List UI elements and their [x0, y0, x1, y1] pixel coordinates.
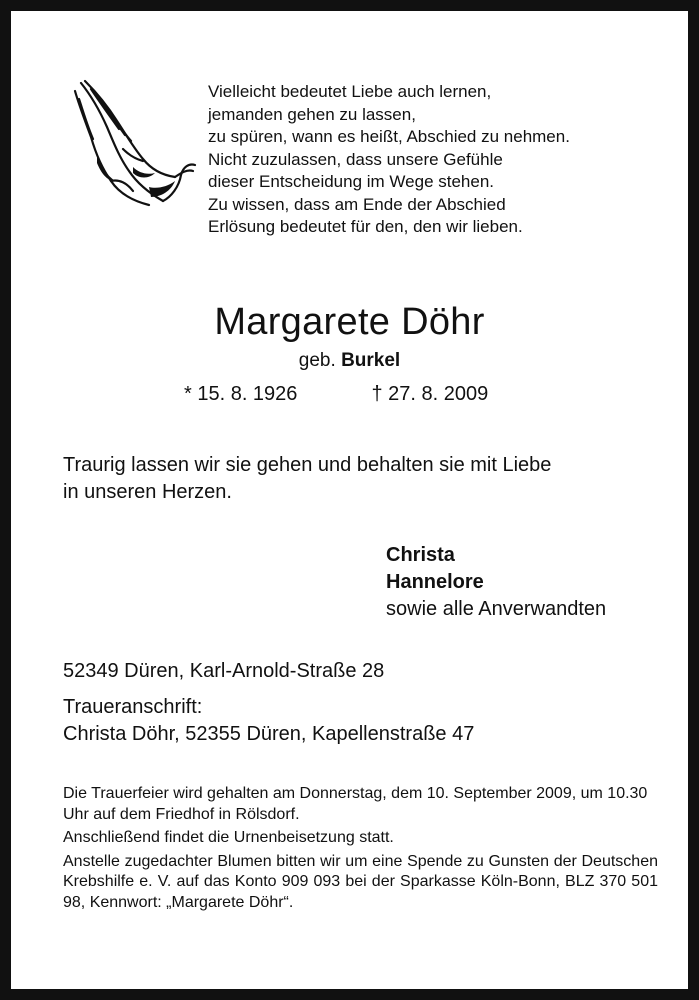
mourners — [386, 542, 606, 623]
poem-line: zu spüren, wann es heißt, Abschied zu nehmen. — [208, 127, 570, 146]
message-line: Traurig lassen wir sie gehen und behalten sie mit Liebe — [63, 454, 552, 476]
funeral-notes — [63, 784, 658, 916]
maiden-name — [11, 350, 688, 372]
praying-hands-icon — [63, 75, 198, 210]
birth-date: * 15. 8. 1926 — [184, 383, 298, 405]
donation-note: Anstelle zugedachter Blumen bitten wir um eine Spende zu Gunsten der Deutschen Krebshilfe e. V. auf das Konto 909 093 bei der Sparkasse Köln-Bonn, BLZ 370 501 98, Kennwort: „Margarete Döhr“. — [63, 852, 658, 911]
maiden-prefix: geb. — [298, 350, 336, 371]
mourning-address — [63, 694, 474, 748]
poem-line: Nicht zuzulassen, dass unsere Gefühle — [208, 149, 503, 169]
life-dates — [184, 383, 488, 406]
poem-line: Zu wissen, dass am Ende der Abschied — [208, 194, 506, 214]
poem-line: dieser Entscheidung im Wege stehen. — [208, 172, 495, 191]
maiden-surname: Burkel — [341, 350, 401, 371]
poem-line: Vielleicht bedeutet Liebe auch lernen, — [208, 82, 492, 101]
ceremony-note: Die Trauerfeier wird gehalten am Donnerstag, dem 10. September 2009, um 10.30 Uhr auf dem Friedhof in Rölsdorf. — [63, 785, 648, 823]
mourner-name: Hannelore — [386, 571, 484, 593]
mourning-address-value: Christa Döhr, 52355 Düren, Kapellenstraße 47 — [63, 723, 475, 745]
mourning-address-label: Traueranschrift: — [63, 696, 203, 718]
mourners-others: sowie alle Anverwandten — [386, 598, 607, 620]
poem — [208, 81, 688, 239]
mourning-message — [63, 452, 663, 506]
family-address: 52349 Düren, Karl-Arnold-Straße 28 — [63, 660, 385, 682]
deceased-name: Margarete Döhr — [214, 301, 485, 343]
mourner-name: Christa — [386, 544, 455, 566]
poem-line: Erlösung bedeutet für den, den wir lieben. — [208, 217, 523, 236]
message-line: in unseren Herzen. — [63, 481, 232, 503]
poem-line: jemanden gehen zu lassen, — [208, 104, 416, 124]
death-date: † 27. 8. 2009 — [371, 383, 489, 405]
urn-note: Anschließend findet die Urnenbeisetzung statt. — [63, 829, 394, 846]
